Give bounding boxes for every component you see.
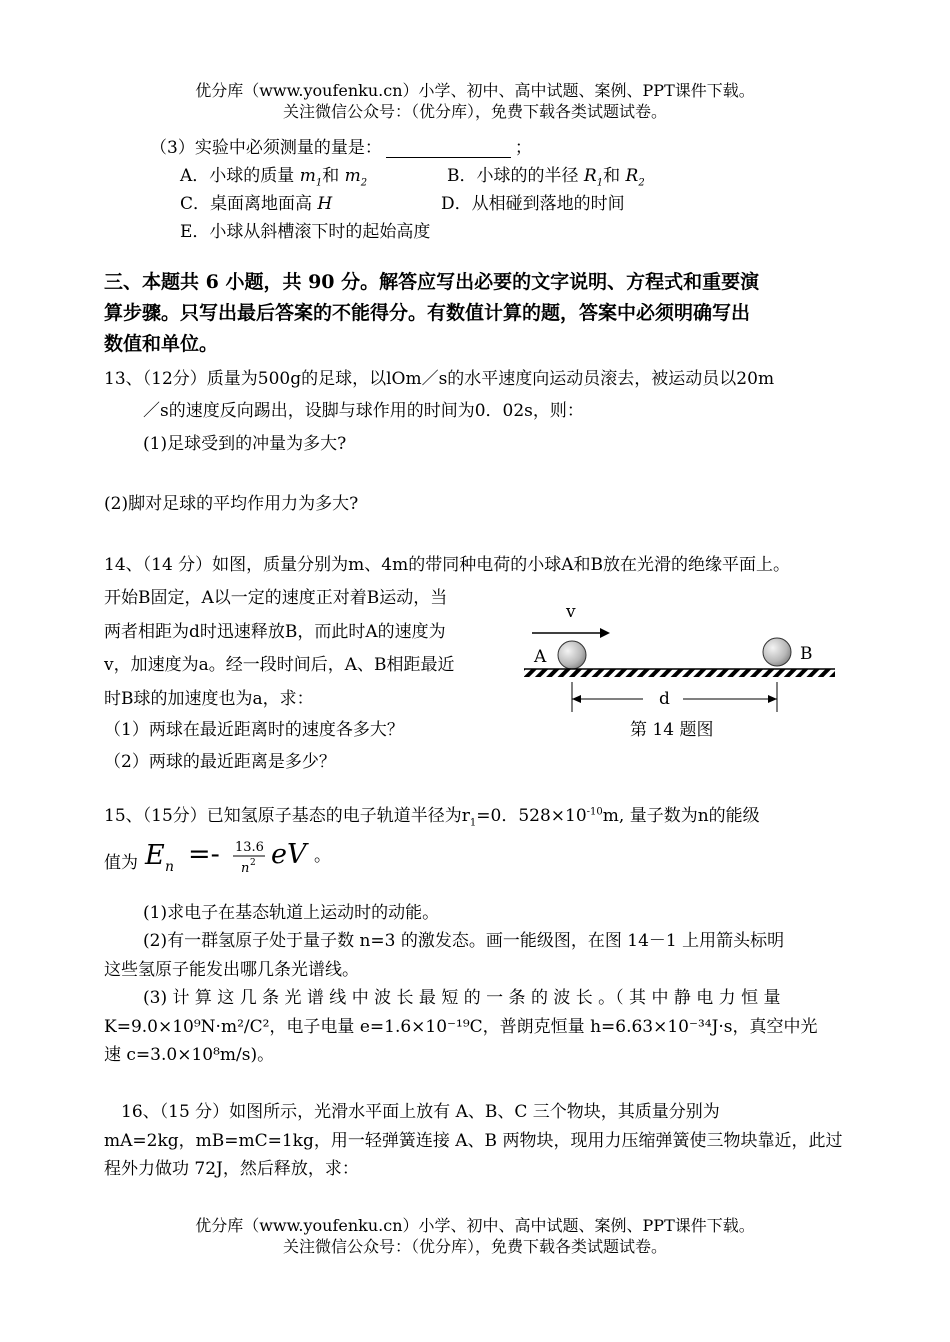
q3-stem-text: （3）实验中必须测量的量是： xyxy=(150,138,382,158)
q15-formula-den: n xyxy=(241,861,250,876)
q3-option-b xyxy=(447,161,645,188)
q13-sub-2: (2)脚对足球的平均作用力为多大? xyxy=(104,494,359,514)
q14-d-label: d xyxy=(659,689,670,709)
q14-velocity-arrowhead xyxy=(600,628,610,638)
q15-formula-unit: eV xyxy=(271,839,307,870)
footer-line-2: 关注微信公众号：（优分库），免费下载各类试题试卷。 xyxy=(282,1237,667,1256)
q15-formula-n: n xyxy=(165,859,175,875)
q15-line-1-prefix: 15、（15分）已知氢原子基态的电子轨道半径为r xyxy=(104,806,470,826)
q3-option-c xyxy=(180,189,332,214)
q15-sub-2-line-1: (2)有一群氢原子处于量子数 n=3 的激发态。画一能级图，在图 14－1 上用箭头标明 xyxy=(143,931,785,951)
q16-line-3: 程外力做功 72J，然后释放，求： xyxy=(104,1159,359,1179)
q14-d-arrowhead-left xyxy=(572,695,581,703)
q14-line-3: 两者相距为d时迅速释放B，而此时A的速度为 xyxy=(104,622,446,642)
q15-line-1 xyxy=(104,801,760,828)
q3-option-b-sub2: 2 xyxy=(638,177,645,189)
q15-line-1-mid: =0．528×10 xyxy=(476,806,587,826)
q14-sub-1: （1）两球在最近距离时的速度各多大？ xyxy=(104,720,404,740)
q14-line-4: v，加速度为a。经一段时间后，A、B相距最近 xyxy=(104,655,455,675)
q13-line-1: 13、（12分）质量为500g的足球，以lOm／s的水平速度向运动员滚去，被运动员以20m xyxy=(104,369,775,389)
q14-sub-2: （2）两球的最近距离是多少？ xyxy=(104,752,336,772)
q3-option-a-sub1: 1 xyxy=(315,177,323,189)
q15-sub-3-line-3: 速 c=3.0×10⁸m/s)。 xyxy=(104,1045,275,1065)
q14-ball-a xyxy=(558,641,586,669)
q3-option-a-text: A．小球的质量 xyxy=(180,166,300,186)
q3-stem xyxy=(150,133,532,158)
q15-formula-period: 。 xyxy=(314,846,331,866)
q15-formula-eq: =- xyxy=(188,839,220,870)
q14-ball-b xyxy=(763,638,791,666)
q3-answer-blank xyxy=(386,139,511,158)
section3-line-2: 算步骤。只写出最后答案的不能得分。有数值计算的题，答案中必须明确写出 xyxy=(104,302,751,324)
q3-option-c-text: C．桌面离地面高 xyxy=(180,194,318,214)
q15-line-1-sub: 1 xyxy=(469,817,477,829)
q15-sub-3-line-2: K=9.0×10⁹N·m²/C²，电子电量 e=1.6×10⁻¹⁹C，普朗克恒量 h=6.63×10⁻³⁴J·s，真空中光 xyxy=(104,1017,818,1037)
q13-line-2: ／s的速度反向踢出，设脚与球作用的时间为0．02s，则： xyxy=(143,401,584,421)
q3-option-b-sub1: 1 xyxy=(596,177,604,189)
q3-option-b-r1: R xyxy=(583,166,597,186)
q3-option-b-text: B．小球的的半径 xyxy=(447,166,584,186)
q14-figure xyxy=(515,595,845,745)
header-line-1: 优分库（www.youfenku.cn）小学、初中、高中试题、案例、PPT课件下载。 xyxy=(195,81,755,100)
q15-formula-e: E xyxy=(145,840,165,871)
q15-line-1-sup: -10 xyxy=(586,806,603,818)
q3-option-a-m2: m xyxy=(344,166,361,186)
q16-line-1: 16、（15 分）如图所示，光滑水平面上放有 A、B、C 三个物块，其质量分别为 xyxy=(121,1102,720,1122)
footer-line-1: 优分库（www.youfenku.cn）小学、初中、高中试题、案例、PPT课件下载。 xyxy=(195,1216,755,1235)
q3-option-b-mid: 和 xyxy=(603,166,626,186)
q14-surface-hatch xyxy=(524,669,835,677)
q3-option-e: E．小球从斜槽滚下时的起始高度 xyxy=(180,222,431,242)
q14-figure-caption: 第 14 题图 xyxy=(630,720,714,740)
q15-formula-den-sup: 2 xyxy=(250,858,256,868)
q3-option-a-mid: 和 xyxy=(322,166,345,186)
q14-d-arrowhead-right xyxy=(768,695,777,703)
q3-option-a xyxy=(180,161,367,188)
q3-option-b-r2: R xyxy=(625,166,639,186)
q15-sub-1: (1)求电子在基态轨道上运动时的动能。 xyxy=(143,903,440,923)
q3-option-c-h: H xyxy=(317,194,333,214)
q15-line-1-suffix: m, 量子数为n的能级 xyxy=(602,806,760,826)
q15-sub-2-line-2: 这些氢原子能发出哪几条光谱线。 xyxy=(104,960,359,980)
q14-ball-a-label: A xyxy=(534,647,547,667)
q16-line-2: mA=2kg，mB=mC=1kg，用一轻弹簧连接 A、B 两物块，现用力压缩弹簧使三物块靠近，此过 xyxy=(104,1131,843,1151)
header-line-2: 关注微信公众号：（优分库），免费下载各类试题试卷。 xyxy=(282,102,667,121)
q3-stem-suffix: ； xyxy=(514,138,532,158)
q3-option-a-m1: m xyxy=(299,166,316,186)
q3-option-d: D．从相碰到落地的时间 xyxy=(441,194,625,214)
q13-sub-1: (1)足球受到的冲量为多大? xyxy=(143,434,347,454)
q14-line-1: 14、（14 分）如图，质量分别为m、4m的带同种电荷的小球A和B放在光滑的绝缘平面上。 xyxy=(104,555,790,575)
q14-line-2: 开始B固定，A以一定的速度正对着B运动，当 xyxy=(104,588,448,608)
q14-ball-b-label: B xyxy=(800,644,813,664)
q14-line-5: 时B球的加速度也为a，求： xyxy=(104,689,314,709)
q15-line-2-prefix: 值为 xyxy=(104,853,138,873)
q15-formula-num: 13.6 xyxy=(235,840,264,855)
q14-velocity-label: v xyxy=(566,602,576,622)
q3-option-a-sub2: 2 xyxy=(360,177,368,189)
q15-sub-3-line-1: (3) 计 算 这 几 条 光 谱 线 中 波 长 最 短 的 一 条 的 波 长 。（ 其 中 静 电 力 恒 量 xyxy=(143,988,781,1008)
section3-line-1: 三、本题共 6 小题，共 90 分。解答应写出必要的文字说明、方程式和重要演 xyxy=(104,271,760,293)
section3-line-3: 数值和单位。 xyxy=(104,333,219,355)
q15-energy-formula xyxy=(142,832,332,882)
